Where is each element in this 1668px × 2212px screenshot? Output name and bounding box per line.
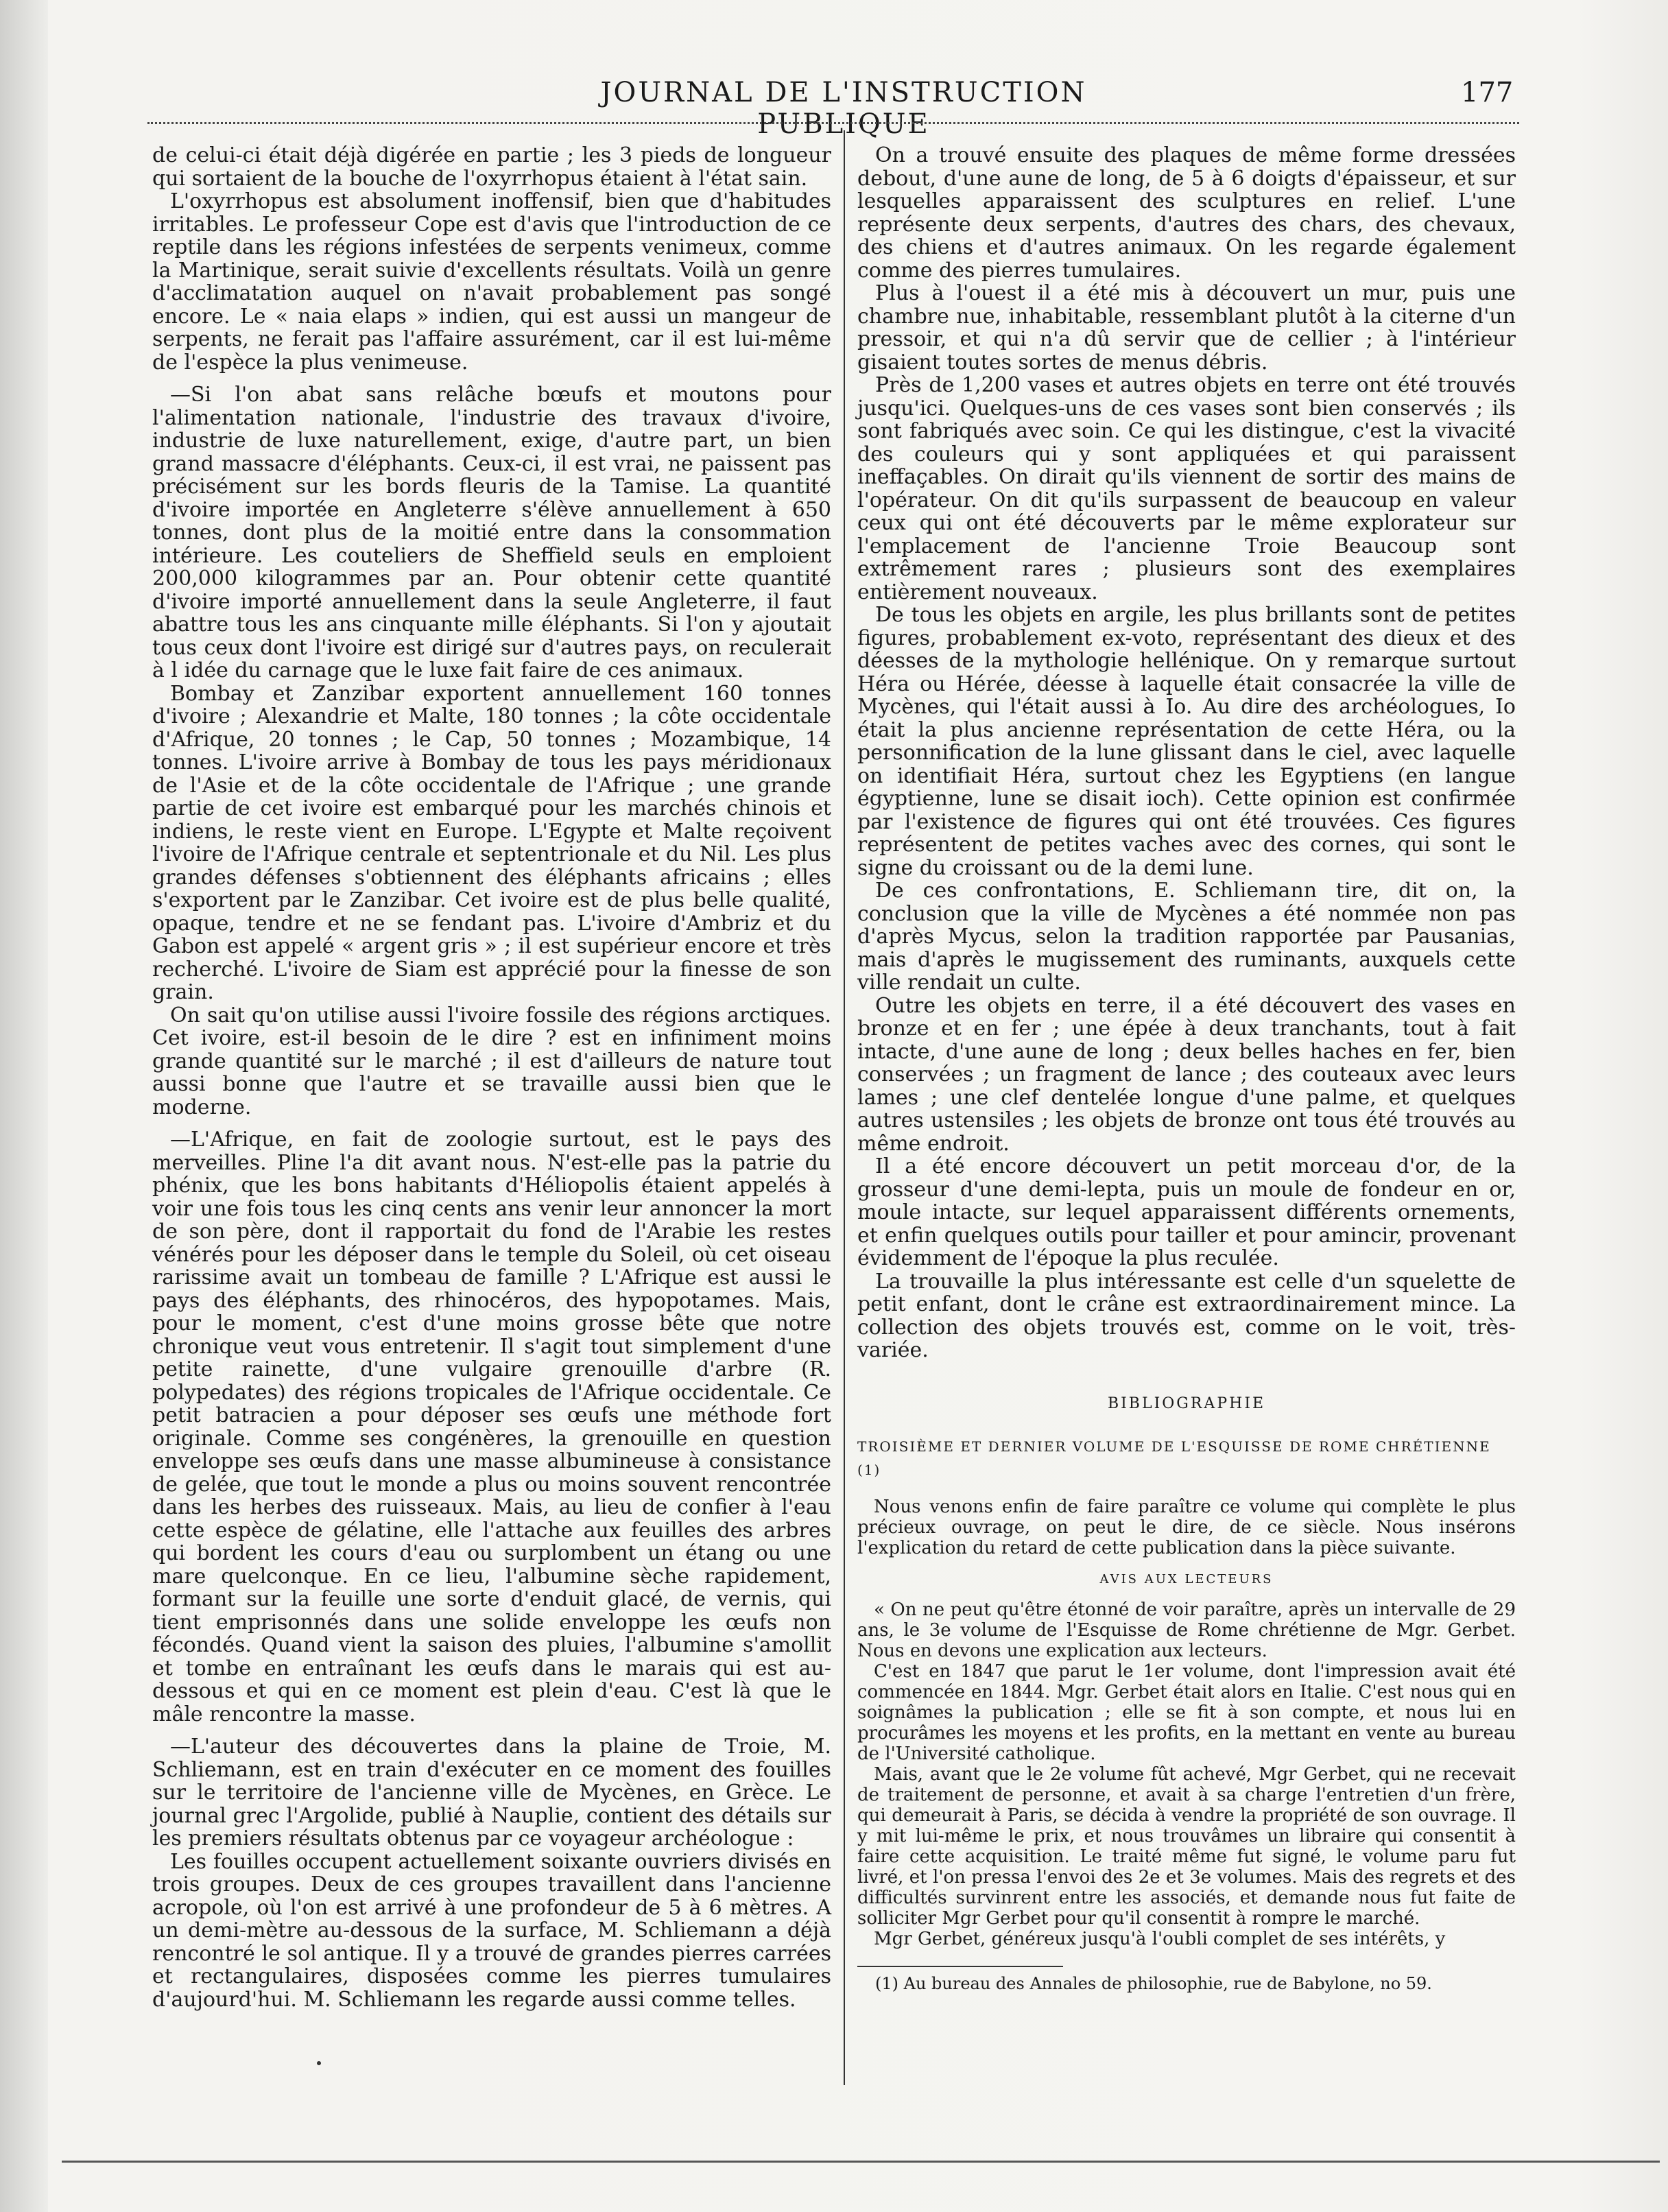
paragraph: La trouvaille la plus intéressante est celle d'un squelette de petit enfant, dont le crâne est extraordinairement mince. La collection des objets trouvés est, comme on le voit, très-variée. <box>857 1269 1516 1362</box>
paragraph: Près de 1,200 vases et autres objets en terre ont été trouvés jusqu'ici. Quelques-uns de ces vases sont bien conservés ; ils sont fabriqués avec soin. Ce qui les distingue, c'est la vivacité des couleurs qui y sont appliquées et qui paraissent ineffaçables. On dirait qu'ils viennent de sortir des mains de l'opérateur. On dit qu'ils surpassent de beaucoup en valeur ceux qui ont été découverts par le même explorateur sur l'emplacement de l'ancienne Troie Beaucoup sont extrêmement rares ; plusieurs sont des exemplaires entièrement nouveaux. <box>857 373 1516 604</box>
paragraph: On sait qu'on utilise aussi l'ivoire fossile des régions arctiques. Cet ivoire, est-il besoin de le dire ? est en infiniment moins grande quantité sur le marché ; il est d'ailleurs de nature tout aussi bonne que l'autre et se travaille aussi bien que le moderne. <box>152 1003 831 1119</box>
paragraph: L'oxyrrhopus est absolument inoffensif, bien que d'habitudes irritables. Le professeur Cope est d'avis que l'introduction de ce reptile dans les régions infestées de serpents venimeux, comme la Martinique, serait suivie d'excellents résultats. Voilà un genre d'acclimatation auquel on n'avait probablement pas songé encore. Le « naia elaps » indien, qui est aussi un mangeur de serpents, ne ferait pas l'affaire assurément, car il est lui-même de l'espèce la plus venimeuse. <box>152 189 831 374</box>
paragraph: —L'auteur des découvertes dans la plaine de Troie, M. Schliemann, est en train d'exécuter en ce moment des fouilles sur le territoire de l'ancienne ville de Mycènes, en Grèce. Le journal grec l'Argolide, publié à Nauplie, contient des détails sur les premiers résultats obtenus par ce voyageur archéologue : <box>152 1735 831 1851</box>
left-column <box>152 144 831 2011</box>
paragraph: Outre les objets en terre, il a été découvert des vases en bronze et en fer ; une épée à deux tranchants, tout à fait intacte, d'une aune de long ; deux belles haches en fer, bien conservées ; un fragment de lance ; des couteaux avec leurs lames ; une clef dentelée longue d'une palme, et quelques autres ustensiles ; les objets de bronze ont tous été trouvés au même endroit. <box>857 993 1516 1156</box>
paragraph: C'est en 1847 que parut le 1er volume, dont l'impression avait été commencée en 1844. Mgr. Gerbet était alors en Italie. C'est nous qui en soignâmes la publication ; elle se fit à son compte, et nous lui en procurâmes les moyens et les profits, en la mettant en vente au bureau de l'Université catholique. <box>857 1661 1516 1764</box>
bibliography-body <box>857 1497 1516 1949</box>
header-rule <box>147 122 1519 124</box>
paragraph: De ces confrontations, E. Schliemann tire, dit on, la conclusion que la ville de Mycènes a été nommée non pas d'après Mycus, selon la tradition rapportée par Pausanias, mais d'après le mugissement des ruminants, auxquels cette ville rendait un culte. <box>857 879 1516 995</box>
page-header-title: JOURNAL DE L'INSTRUCTION PUBLIQUE <box>600 77 1087 140</box>
footnote-rule <box>857 1966 1063 1967</box>
paragraph: Il a été encore découvert un petit morceau d'or, de la grosseur d'une demi-lepta, puis un moule de fondeur en or, moule intacte, sur lequel apparaissent différents ornements, et enfin quelques outils pour tailler et pour amincir, provenant évidemment de l'époque la plus reculée. <box>857 1154 1516 1270</box>
paragraph: de celui-ci était déjà digérée en partie ; les 3 pieds de longueur qui sortaient de la bouche de l'oxyrrhopus étaient à l'état sain. <box>152 143 831 191</box>
page-number: 177 <box>1461 77 1514 108</box>
avis-heading: AVIS AUX LECTEURS <box>1099 1572 1274 1586</box>
paragraph: Nous venons enfin de faire paraître ce volume qui complète le plus précieux ouvrage, on peut le dire, de ce siècle. Nous insérons l'explication du retard de cette publication dans la pièce suivante. <box>857 1497 1516 1558</box>
column-divider <box>844 130 845 2085</box>
bottom-rule <box>62 2161 1660 2163</box>
paragraph: Les fouilles occupent actuellement soixante ouvriers divisés en trois groupes. Deux de ces groupes travaillent dans l'ancienne acropole, où l'on est arrivé à une profondeur de 5 à 6 mètres. A un demi-mètre au-dessous de la surface, M. Schliemann a déjà rencontré le sol antique. Il y a trouvé de grandes pierres carrées et rectangulaires, disposées comme les pierres tumulaires d'aujourd'hui. M. Schliemann les regarde aussi comme telles. <box>152 1849 831 2012</box>
paragraph: « On ne peut qu'être étonné de voir paraître, après un intervalle de 29 ans, le 3e volume de l'Esquisse de Rome chrétienne de Mgr. Gerbet. Nous en devons une explication aux lecteurs. <box>857 1599 1516 1661</box>
footnote: (1) Au bureau des Annales de philosophie, rue de Babylone, no 59. <box>875 1974 1432 1993</box>
paragraph: —Si l'on abat sans relâche bœufs et moutons pour l'alimentation nationale, l'industrie des travaux d'ivoire, industrie de luxe naturellement, exige, d'autre part, un bien grand massacre d'éléphants. Ceux-ci, il est vrai, ne paissent pas précisément sur les bords fleuris de la Tamise. La quantité d'ivoire importée en Angleterre s'élève annuellement à 650 tonnes, dont plus de la moitié entre dans la consommation intérieure. Les couteliers de Sheffield seuls en emploient 200,000 kilogrammes par an. Pour obtenir cette quantité d'ivoire importé annuellement dans la seule Angleterre, il faut abattre tous les ans cinquante mille éléphants. Si l'on y ajoutait tous ceux dont l'ivoire est dirigé sur d'autres pays, on reculerait à l idée du carnage que le luxe fait faire de ces animaux. <box>152 383 831 682</box>
paragraph: Bombay et Zanzibar exportent annuellement 160 tonnes d'ivoire ; Alexandrie et Malte, 180 tonnes ; la côte occidentale d'Afrique, 20 tonnes ; le Cap, 50 tonnes ; Mozambique, 14 tonnes. L'ivoire arrive à Bombay de tous les pays méridionaux de l'Asie et de la côte occidentale de l'Afrique ; une grande partie de cet ivoire est embarqué pour les marchés chinois et indiens, le reste vient en Europe. L'Egypte et Malte reçoivent l'ivoire de l'Afrique centrale et septentrionale et du Nil. Les plus grandes défenses s'obtiennent des éléphants africains ; elles s'exportent par le Zanzibar. Cet ivoire est de plus belle qualité, opaque, tendre et ne se fendant pas. L'ivoire d'Ambriz et du Gabon est appelé « argent gris » ; il est supérieur encore et très recherché. L'ivoire de Siam est apprécié pour la finesse de son grain. <box>152 681 831 1004</box>
paragraph: —L'Afrique, en fait de zoologie surtout, est le pays des merveilles. Pline l'a dit avant nous. N'est-elle pas la patrie du phénix, que les bons habitants d'Héliopolis étaient appelés à voir une fois tous les cinq cents ans venir leur annoncer la mort de son père, dont il rapportait du fond de l'Arabie les restes vénérés pour les déposer dans le temple du Soleil, où cet oiseau rarissime avait un tombeau de famille ? L'Afrique est aussi le pays des éléphants, des rhinocéros, des hypopotames. Mais, pour le moment, c'est d'une moins grosse bête que notre chronique veut vous entretenir. Il s'agit tout simplement d'une petite rainette, d'une vulgaire grenouille d'arbre (R. polypedates) des régions tropicales de l'Afrique occidentale. Ce petit batracien a pour déposer ses œufs une méthode fort originale. Comme ses congénères, la grenouille en question enveloppe ses œufs dans une masse albumineuse à consistance de gelée, que tout le monde a plus ou moins souvent rencontrée dans les herbes des ruisseaux. Mais, au lieu de confier à l'eau cette espèce de gélatine, elle l'attache aux feuilles des arbres qui bordent les cours d'eau ou surplombent un étang ou une mare quelconque. En ce lieu, l'albumine sèche rapidement, formant sur la feuille une sorte d'enduit glacé, de vernis, qui tient emprisonnés dans une solide enveloppe les œufs non fécondés. Quand vient la saison des pluies, l'albumine s'amollit et tombe en entraînant les œufs dans le marais qui est au-dessous et qui en ce moment est plein d'eau. C'est là que le mâle rencontre la masse. <box>152 1128 831 1726</box>
paragraph: Mgr Gerbet, généreux jusqu'à l'oubli complet de ses intérêts, y <box>874 1929 1446 1949</box>
ink-speck <box>317 2061 321 2065</box>
bibliography-heading: BIBLIOGRAPHIE <box>1107 1394 1266 1412</box>
paragraph: Plus à l'ouest il a été mis à découvert un mur, puis une chambre nue, inhabitable, ressemblant plutôt à la citerne d'un pressoir, et qui n'a dû servir que de cellier ; à l'intérieur gisaient toutes sortes de menus débris. <box>857 281 1516 374</box>
right-column <box>857 144 1516 1993</box>
bibliography-subheading: TROISIÈME ET DERNIER VOLUME DE L'ESQUISSE DE ROME CHRÉTIENNE (1) <box>857 1438 1491 1478</box>
paragraph: On a trouvé ensuite des plaques de même forme dressées debout, d'une aune de long, de 5 à 6 doigts d'épaisseur, et sur lesquelles apparaissent des sculptures en relief. L'une représente deux serpents, d'autres des chars, des chevaux, des chiens et d'autres animaux. On les regarde également comme des pierres tumulaires. <box>857 143 1516 283</box>
paragraph: De tous les objets en argile, les plus brillants sont de petites figures, probablement ex-voto, représentant des dieux et des déesses de la mythologie hellénique. On y remarque surtout Héra ou Hérée, déesse à laquelle était consacrée la ville de Mycènes, qui l'était aussi à Io. Au dire des archéologues, Io était la plus ancienne représentation de cette Héra, ou la personnification de la lune glissant dans le ciel, avec laquelle on identifiait Héra, surtout chez les Egyptiens (en langue égyptienne, lune se disait ioch). Cette opinion est confirmée par l'existence de figures qui ont été trouvées. Ces figures représentent de petites vaches avec des cornes, qui sont le signe du croissant ou de la demi lune. <box>857 603 1516 880</box>
scan-edge <box>0 0 48 2212</box>
paragraph: Mais, avant que le 2e volume fût achevé, Mgr Gerbet, qui ne recevait de traitement de personne, et avait à sa charge l'entretien d'un frère, qui demeurait à Paris, se décida à vendre la propriété de son ouvrage. Il y mit lui-même le prix, et nous trouvâmes un libraire qui consentit à faire cette acquisition. Le traité même fut signé, le volume paru fut livré, et l'on pressa l'envoi des 2e et 3e volumes. Mais des regrets et des difficultés survinrent entre les associés, et demande nous fut faite de solliciter Mgr Gerbet pour qu'il consentit à rompre le marché. <box>857 1764 1516 1929</box>
